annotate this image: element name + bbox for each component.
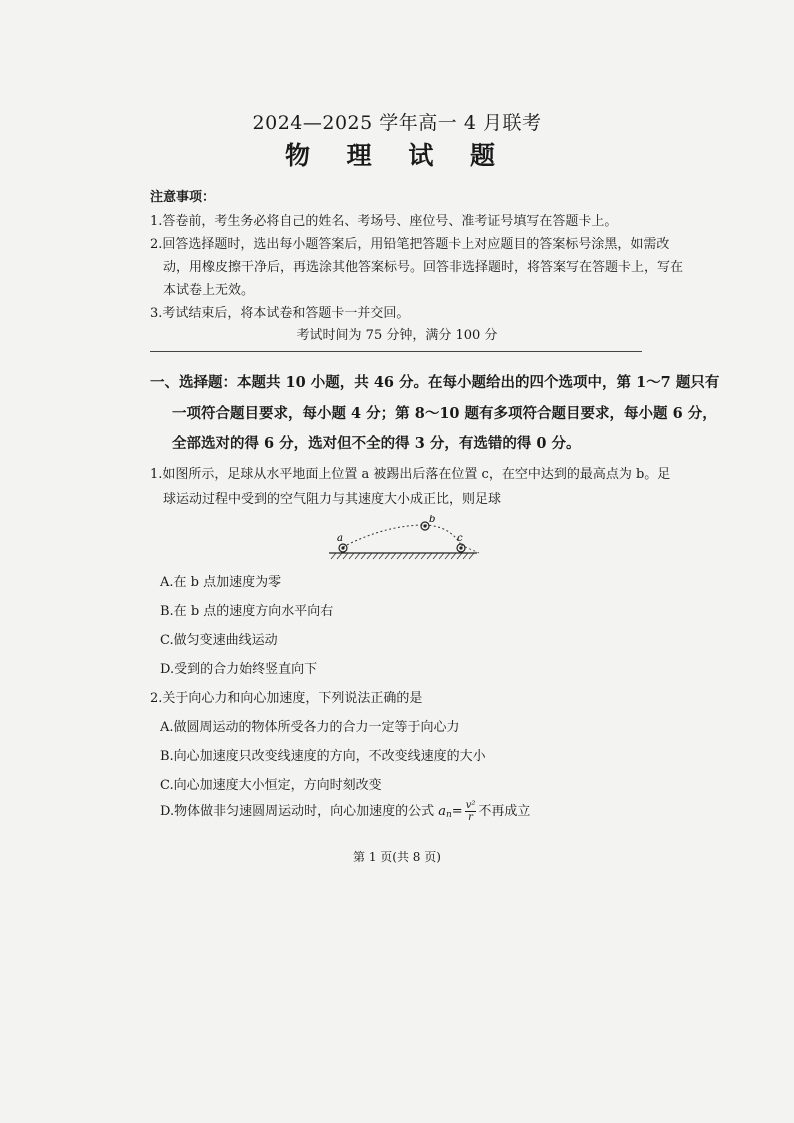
section1-line-3: 全部选对的得 6 分，选对但不全的得 3 分，有选错的得 0 分。	[172, 435, 581, 452]
q2-option-b: B.向心加速度只改变线速度的方向，不改变线速度的大小	[160, 749, 486, 764]
formula-numerator: v²	[465, 800, 476, 811]
notice-item-2-cont: 动，用橡皮擦干净后，再选涂其他答案标号。回答非选择题时，将答案写在答题卡上，写在	[163, 260, 684, 275]
section1-line-2: 一项符合题目要求，每小题 4 分；第 8～10 题有多项符合题目要求，每小题 6 分，	[172, 405, 717, 422]
page-footer: 第 1 页(共 8 页)	[353, 850, 441, 864]
notice-item-1: 1.答卷前，考生务必将自己的姓名、考场号、座位号、准考证号填写在答题卡上。	[150, 214, 618, 229]
q1-option-d: D.受到的合力始终竖直向下	[160, 662, 318, 677]
formula-denominator: r	[468, 812, 473, 823]
label-b: b	[429, 515, 436, 525]
divider-line	[150, 351, 642, 352]
label-c: c	[457, 533, 463, 544]
q1-stem-line-1: 1.如图所示，足球从水平地面上位置 a 被踢出后落在位置 c，在空中达到的最高点为 b。足	[150, 467, 671, 482]
notice-item-2-end: 本试卷上无效。	[163, 283, 255, 298]
subject-title: 物 理 试 题	[284, 141, 510, 170]
q2-option-c: C.向心加速度大小恒定，方向时刻改变	[160, 778, 382, 793]
notice-heading: 注意事项：	[150, 190, 216, 205]
notice-item-2: 2.回答选择题时，选出每小题答案后，用铅笔把答题卡上对应题目的答案标号涂黑，如需改	[150, 237, 670, 252]
formula-equals: =	[451, 804, 463, 819]
q1-option-a: A.在 b 点加速度为零	[160, 575, 282, 590]
formula-subscript: n	[446, 810, 452, 820]
q1-option-c: C.做匀变速曲线运动	[160, 633, 278, 648]
exam-title: 2024—2025 学年高一 4 月联考	[252, 112, 542, 134]
q1-stem-line-2: 球运动过程中受到的空气阻力与其速度大小成正比，则足球	[163, 492, 502, 507]
q2-option-a: A.做圆周运动的物体所受各力的合力一定等于向心力	[160, 720, 460, 735]
label-a: a	[337, 533, 343, 544]
q2-stem: 2.关于向心力和向心加速度，下列说法正确的是	[150, 691, 423, 706]
q1-option-b: B.在 b 点的速度方向水平向右	[160, 604, 334, 619]
q1-trajectory-figure	[325, 515, 485, 563]
notice-item-3: 3.考试结束后，将本试卷和答题卡一并交回。	[150, 306, 410, 321]
exam-time-note: 考试时间为 75 分钟，满分 100 分	[296, 328, 498, 343]
section1-line-1: 一、选择题：本题共 10 小题，共 46 分。在每小题给出的四个选项中，第 1～7 题只有	[150, 374, 720, 391]
formula-fraction	[465, 800, 477, 823]
formula-symbol: a	[438, 804, 446, 819]
q2-option-d-prefix: D.物体做非匀速圆周运动时，向心加速度的公式	[160, 804, 439, 819]
trajectory-tail	[461, 545, 479, 553]
q2-option-d-suffix: 不再成立	[478, 804, 531, 819]
ground-hatching	[331, 553, 474, 559]
trajectory-dashed-curve	[343, 525, 461, 547]
q2-option-d	[160, 800, 530, 823]
